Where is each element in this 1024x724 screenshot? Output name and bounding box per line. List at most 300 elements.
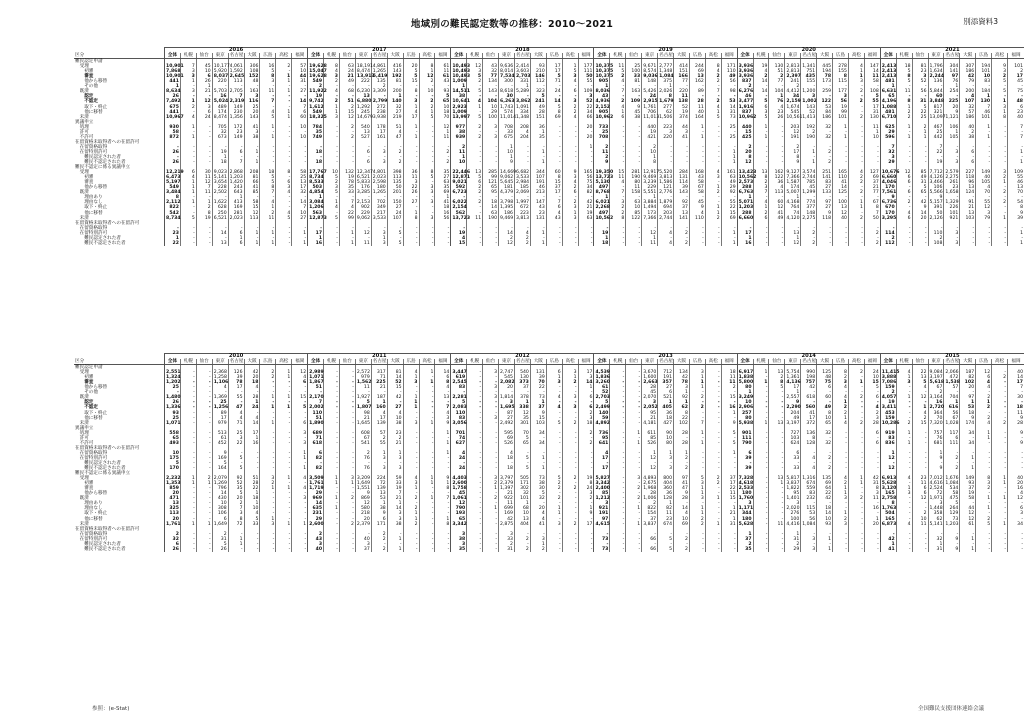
table-cell: - [674,84,690,89]
table-cell: 16 [260,64,276,69]
table-cell: 1,401 [786,496,800,502]
column-header: 全体 [165,359,181,365]
table-cell: - [260,390,276,395]
table-cell: 24 [451,466,467,471]
table-cell: 6 [212,517,228,522]
table-cell: 25 [721,125,737,130]
table-cell: 13 [769,370,785,375]
table-cell: 19 [451,231,467,236]
table-cell: - [992,491,1008,496]
table-cell: 15 [451,241,467,246]
table-cell: 1 [324,105,340,110]
table-cell: 12 [419,74,435,79]
table-cell: 1,649 [213,521,227,527]
table-cell: 20 [499,385,515,390]
column-header: 東京 [928,53,944,59]
table-cell: - [403,451,419,456]
table-cell: - [992,226,1008,231]
table-cell: 5 [658,537,674,542]
table-cell: - [626,395,642,400]
table-cell: - [562,130,578,135]
table-cell: 45 [642,390,658,395]
table-cell: - [848,375,864,380]
table-cell: - [833,501,849,506]
column-header: 大阪 [387,359,403,365]
table-cell: 129 [944,511,960,516]
table-cell: - [196,231,212,236]
table-cell: 14 [387,506,403,511]
table-cell: 63 [483,211,499,216]
table-cell: 1 [292,466,308,471]
table-cell: 72 [371,481,387,486]
table-cell: 12 [244,211,260,216]
table-cell: 12 [642,456,658,461]
row-label: 初審 [75,375,94,381]
table-cell: - [960,231,976,236]
table-cell: - [689,436,705,441]
table-cell: 111 [737,436,753,441]
table-cell: - [912,466,928,471]
table-cell: 99 [833,110,849,115]
table-cell: - [403,130,419,135]
column-header: 仙台 [483,359,499,365]
row-label: 難民不認定された者 [75,466,126,472]
table-cell: 18 [483,200,499,205]
table-cell: 82 [578,190,594,195]
table-cell: - [753,405,769,410]
table-cell: - [992,501,1008,506]
table-cell: 1,106 [213,380,229,386]
table-cell: 12 [355,501,371,506]
table-cell: - [292,547,308,552]
table-cell: 160 [371,405,387,410]
table-cell: 12,917 [643,170,660,176]
table-cell: 4,061 [229,64,243,70]
table-cell: 13 [912,375,928,380]
table-cell: 1,316 [802,476,816,482]
table-cell: 338 [514,405,530,410]
table-cell: 178 [371,125,387,130]
table-cell: 56 [801,517,817,522]
table-cell: - [737,226,753,231]
table-cell: 159 [880,385,896,390]
column-header: 福岡 [721,359,737,365]
table-cell: - [514,150,530,155]
table-cell: 10,493 [452,74,471,80]
table-cell: - [578,517,594,522]
table-cell: - [817,451,833,456]
table-cell: - [196,532,212,537]
table-cell: - [864,466,880,471]
table-cell: - [960,532,976,537]
table-cell: 905 [594,79,610,84]
table-cell: - [880,461,896,466]
table-cell: 29 [483,110,499,115]
table-cell: 7,328 [738,476,754,482]
table-cell: - [339,537,355,542]
table-cell: - [276,195,292,200]
table-cell: 1 [530,150,546,155]
table-cell: 5 [514,456,530,461]
table-cell: 1 [642,451,658,456]
table-cell: - [801,155,817,160]
table-cell: - [769,466,785,471]
table-cell: - [992,400,1008,405]
table-cell: 2 [864,241,880,246]
table-cell: - [992,537,1008,542]
table-cell: - [196,517,212,522]
table-cell: 493 [165,441,181,446]
row-label: 難民認定申請 [75,59,103,65]
table-cell: 7,492 [166,99,181,105]
table-cell: 7 [1008,125,1024,130]
table-cell: - [228,461,244,466]
table-cell: - [339,411,355,416]
table-cell: 187 [960,370,976,375]
table-cell: - [292,155,308,160]
table-cell: - [833,390,849,395]
table-cell: 7 [260,99,276,104]
table-cell: - [992,466,1008,471]
table-cell: 2 [848,395,864,400]
column-header: 全体 [880,53,896,59]
table-cell: 27 [658,385,674,390]
table-cell: 11 [864,74,880,79]
table-cell: - [960,390,976,395]
table-cell: 1 [944,84,960,89]
table-cell: - [244,84,260,89]
table-cell: - [689,226,705,231]
table-cell: 990 [801,370,817,375]
table-cell: 3 [324,74,340,79]
row-label: 他から移替 [75,185,108,191]
table-cell: 20 [244,110,260,115]
table-cell: 505 [514,476,530,481]
table-cell: - [514,532,530,537]
table-cell: 177 [578,64,594,69]
table-cell: - [339,532,355,537]
table-cell: - [292,491,308,496]
table-cell: 8 [896,74,912,79]
table-cell: 1,587 [786,180,800,186]
table-cell: 5 [705,115,721,120]
table-cell: 1 [483,486,499,491]
table-cell: 8,533 [309,180,324,186]
table-cell: 2 [769,74,785,79]
table-cell: 323 [530,89,546,94]
table-cell: 1 [180,190,196,195]
table-cell: 398 [387,170,403,175]
table-cell: - [753,395,769,400]
table-cell: 6 [467,180,483,185]
table-cell: - [562,506,578,511]
table-cell: 5 [912,185,928,190]
table-cell: 45 [196,64,212,69]
table-cell: 19,350 [595,170,614,176]
table-cell: - [705,135,721,140]
table-cell: - [514,542,530,547]
table-cell: 837 [737,79,753,84]
table-cell: 2,079 [213,476,227,482]
table-cell: 3,209 [356,476,371,482]
table-cell: - [292,501,308,506]
table-cell: 26 [165,94,181,99]
table-cell: 4 [833,421,849,426]
table-cell: 13 [165,501,181,506]
table-cell: 11,415 [881,370,900,376]
table-cell: 1,968 [643,486,657,492]
table-cell: 41 [674,481,690,486]
table-cell: 5 [992,89,1008,94]
table-cell: - [769,461,785,466]
table-cell: - [467,155,483,160]
table-cell: 31 [864,110,880,115]
table-cell: 3 [658,130,674,135]
table-cell: 8 [260,185,276,190]
table-cell: - [896,451,912,456]
table-cell: - [276,491,292,496]
table-cell: - [324,451,340,456]
table-cell: 4 [451,236,467,241]
table-cell: 133 [817,190,833,195]
table-cell: - [642,532,658,537]
table-cell: 171 [721,64,737,69]
table-cell: 244 [689,64,705,69]
table-cell: 70 [435,115,451,120]
table-cell: - [467,160,483,165]
table-cell: 18 [308,160,324,165]
table-cell: 1,206 [309,205,324,211]
table-cell: - [308,390,324,395]
table-cell: - [324,94,340,99]
table-cell: - [419,385,435,390]
table-cell: 3 [371,231,387,236]
table-cell: - [769,150,785,155]
table-cell: 574 [499,110,515,115]
table-cell: 1 [721,155,737,160]
table-cell: 25 [292,175,308,180]
table-cell: 1,743 [500,104,514,110]
column-header: 高松 [562,359,578,365]
table-cell: 5 [658,547,674,552]
table-cell: - [753,456,769,461]
table-cell: - [864,532,880,537]
table-cell: 85 [244,190,260,195]
table-cell: 14 [674,506,690,511]
table-cell: 6 [737,451,753,456]
table-cell: 95 [642,411,658,416]
table-cell: - [419,456,435,461]
table-cell: 2,557 [786,395,800,401]
table-cell: - [753,160,769,165]
table-cell: 51 [244,476,260,481]
table-cell: - [721,84,737,89]
table-cell: 905 [594,110,610,115]
table-cell: - [912,150,928,155]
table-cell: 14 [753,89,769,94]
table-cell: 55 [578,79,594,84]
table-cell: - [324,411,340,416]
table-cell: - [626,481,642,486]
table-cell: - [180,451,196,456]
table-cell: - [339,405,355,410]
table-cell: 489 [212,105,228,110]
table-cell: 200 [387,89,403,94]
table-cell: - [180,532,196,537]
table-cell: - [403,466,419,471]
table-cell: 4 [801,466,817,471]
table-cell: 5 [721,441,737,446]
table-cell: - [753,400,769,405]
table-cell: 1 [292,241,308,246]
table-cell: 18 [260,170,276,175]
table-cell: 12 [912,395,928,400]
table-cell: 19 [642,130,658,135]
table-cell: 2 [499,542,515,547]
table-cell: - [912,441,928,446]
table-cell: - [864,456,880,461]
table-cell: 9 [785,160,801,165]
table-cell: 701 [451,431,467,436]
table-cell: 6,723 [452,190,467,196]
table-cell: - [960,226,976,231]
table-cell: - [483,94,499,99]
table-cell: - [578,532,594,537]
table-cell: 22 [403,185,419,190]
table-cell: 3 [419,185,435,190]
table-cell: - [1008,542,1024,547]
table-cell: - [562,547,578,552]
table-cell: 1 [435,481,451,486]
table-cell: 1 [753,421,769,426]
table-cell: 1 [896,135,912,140]
table-cell: - [387,236,403,241]
table-cell: 2,290 [786,405,801,411]
table-cell: 172 [228,125,244,130]
table-cell: 1,649 [356,481,371,487]
table-cell: 2,663 [643,380,658,386]
table-cell: - [244,195,260,200]
table-cell: 2 [976,405,992,410]
table-cell: - [196,370,212,375]
table-cell: 208 [244,170,260,175]
table-cell: 11 [626,185,642,190]
table-cell: 4,539 [595,370,610,376]
table-cell: 2 [753,74,769,79]
table-cell: 4,412 [786,89,800,95]
table-cell: - [705,421,721,426]
column-header: 大阪 [530,53,546,59]
table-cell: - [992,390,1008,395]
table-cell: - [196,451,212,456]
table-cell: 9,671 [643,64,657,70]
row-label: 不許可 [75,440,94,446]
table-cell: - [976,532,992,537]
table-cell: - [689,411,705,416]
table-cell: 20 [864,522,880,527]
table-cell: 52 [594,390,610,395]
table-cell: - [912,501,928,506]
table-cell: 85 [626,211,642,216]
table-cell: 90 [658,431,674,436]
table-cell: 143 [801,105,817,110]
table-cell: 7 [339,200,355,205]
table-cell: - [324,84,340,89]
table-cell: 8,768 [595,190,610,196]
table-cell: 4 [403,476,419,481]
table-cell: 11,922 [309,89,327,95]
table-cell: 3 [753,110,769,115]
table-cell: 10,375 [595,74,614,80]
table-cell: 11 [610,175,626,180]
table-cell: 11 [355,385,371,390]
table-cell: - [848,135,864,140]
table-cell: - [244,456,260,461]
table-cell: 107 [960,99,976,104]
table-cell: - [292,94,308,99]
table-cell: - [371,94,387,99]
table-cell: 349 [371,205,387,210]
table-cell: 2 [689,405,705,410]
table-cell: - [562,537,578,542]
table-cell: - [483,542,499,547]
table-cell: 10,562 [595,215,614,221]
table-cell: - [196,511,212,516]
table-cell: - [848,532,864,537]
table-cell: 3 [403,421,419,426]
table-cell: 14 [546,99,562,104]
table-cell: 223 [514,211,530,216]
table-cell: 1,258 [213,375,227,381]
table-cell: 11 [435,135,451,140]
table-cell: - [308,155,324,160]
table-cell: 125 [817,370,833,375]
table-cell: - [324,542,340,547]
table-cell: - [626,130,642,135]
table-cell: 1 [403,125,419,130]
table-cell: 1 [769,94,785,99]
table-cell: - [387,84,403,89]
table-cell: 2 [562,476,578,481]
table-cell: 24 [387,211,403,216]
table-cell: - [196,385,212,390]
table-cell: 18 [435,110,451,115]
table-cell: 23 [769,110,785,115]
table-cell: 60 [769,200,785,205]
column-header: 札幌 [467,53,483,59]
table-cell: 24 [244,405,260,410]
table-cell: 18 [817,506,833,511]
table-cell: - [992,405,1008,410]
row-label: 未済 [75,215,89,221]
table-cell: - [483,491,499,496]
table-cell: 97 [944,74,960,79]
table-cell: - [403,532,419,537]
table-cell: 95 [594,436,610,441]
table-cell: - [912,241,928,246]
table-cell: 1,562 [356,380,372,386]
table-cell: - [833,236,849,241]
table-cell: 1 [737,236,753,241]
table-cell: 2 [514,547,530,552]
column-header: 大阪 [244,53,260,59]
table-cell: - [705,390,721,395]
table-cell: 40 [355,537,371,542]
table-cell: 1 [228,537,244,542]
table-cell: 19 [212,150,228,155]
table-cell: 10 [483,105,499,110]
table-cell: 15 [912,421,928,426]
